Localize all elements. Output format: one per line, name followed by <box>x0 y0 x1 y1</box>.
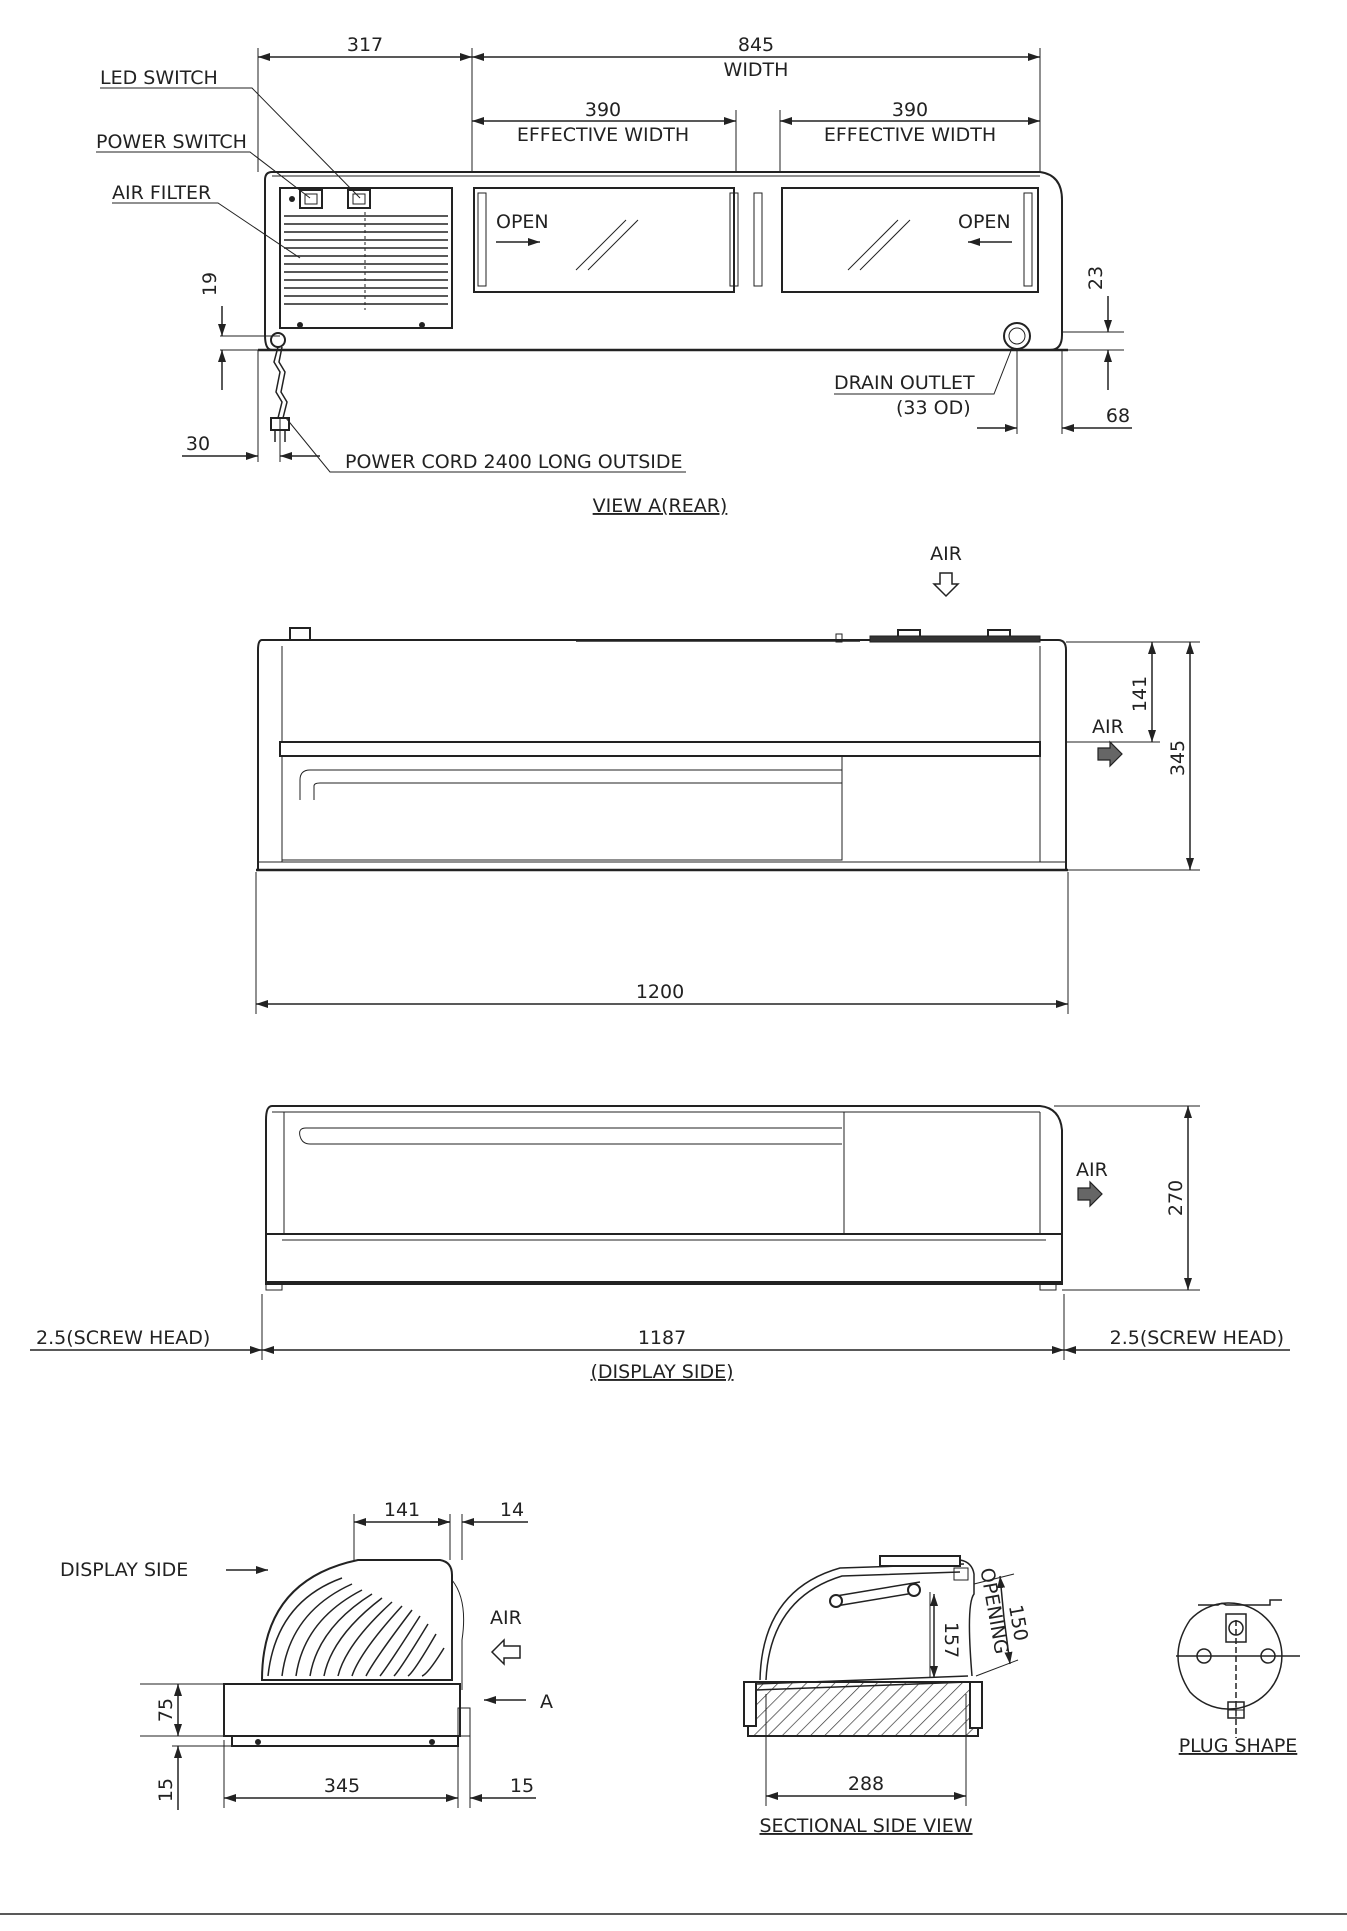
dim-23-label: 23 <box>1085 265 1107 291</box>
rear-view <box>96 34 1132 517</box>
dimension-23 <box>1062 266 1124 390</box>
dimension-345-side <box>224 1775 458 1798</box>
dimension-390-left <box>472 99 736 146</box>
dim-270-label: 270 <box>1165 1179 1187 1217</box>
effective-width-right-label: EFFECTIVE WIDTH <box>823 124 997 146</box>
display-side-title: (DISPLAY SIDE) <box>590 1361 734 1383</box>
side-view <box>60 1499 553 1810</box>
drain-outlet-callout <box>834 348 1012 419</box>
opening-label: OPENING <box>975 1566 1013 1656</box>
view-a-marker: A <box>540 1691 553 1713</box>
dimension-30 <box>182 350 320 462</box>
air-outlet-arrow-icon <box>1098 742 1122 766</box>
sectional-view-title: SECTIONAL SIDE VIEW <box>759 1815 973 1837</box>
open-left-label: OPEN <box>496 211 549 233</box>
top-view <box>256 543 1200 1014</box>
dim-75-label: 75 <box>155 1697 177 1723</box>
air-right-front-label: AIR <box>1076 1159 1108 1181</box>
open-right-label: OPEN <box>958 211 1011 233</box>
air-top-label: AIR <box>930 543 962 565</box>
dimension-1187 <box>262 1327 1064 1350</box>
dimension-75 <box>140 1684 232 1736</box>
dim-30-label: 30 <box>185 433 211 455</box>
dimension-screw-right <box>1064 1327 1290 1350</box>
dim-1187-label: 1187 <box>637 1327 687 1349</box>
side-air-arrow-icon <box>492 1640 520 1664</box>
drain-size-label: (33 OD) <box>896 397 971 419</box>
dim-14-label: 14 <box>499 1499 525 1521</box>
dim-390-right-label: 390 <box>891 99 929 121</box>
dimension-845 <box>472 34 1040 81</box>
air-right-label: AIR <box>1092 716 1124 738</box>
dimension-317 <box>258 34 472 57</box>
dimension-390-right <box>780 99 1040 146</box>
screw-left-label: 2.5(SCREW HEAD) <box>36 1327 211 1349</box>
dim-345-side-label: 345 <box>323 1775 361 1797</box>
plug-shape-view <box>1176 1600 1300 1757</box>
power-switch-label: POWER SWITCH <box>96 131 247 153</box>
display-side-label: DISPLAY SIDE <box>60 1559 189 1581</box>
drain-outlet-label: DRAIN OUTLET <box>834 372 975 394</box>
dimension-157 <box>934 1594 962 1678</box>
dim-288-label: 288 <box>847 1773 885 1795</box>
dim-141-top-label: 141 <box>1129 675 1151 713</box>
width-label: WIDTH <box>723 59 789 81</box>
side-air-label: AIR <box>490 1607 522 1629</box>
led-switch-label: LED SWITCH <box>100 67 218 89</box>
dim-1200-label: 1200 <box>635 981 685 1003</box>
section-base-hatch <box>748 1682 978 1736</box>
screw-right-label: 2.5(SCREW HEAD) <box>1109 1327 1284 1349</box>
dimension-1200 <box>256 872 1068 1014</box>
rear-view-title: VIEW A(REAR) <box>592 495 728 517</box>
dim-390-left-label: 390 <box>584 99 622 121</box>
dim-845-label: 845 <box>737 34 775 56</box>
power-cord-callout <box>286 418 686 473</box>
dimension-15-right <box>470 1775 536 1798</box>
dimension-270 <box>1054 1106 1200 1290</box>
led-switch-symbol <box>348 190 370 208</box>
dimension-15-left <box>155 1746 232 1810</box>
dim-19-label: 19 <box>199 271 221 297</box>
dim-345-top-label: 345 <box>1167 739 1189 777</box>
air-outlet-front-arrow-icon <box>1078 1182 1102 1206</box>
dim-15-right-label: 15 <box>509 1775 535 1797</box>
drain-outlet-symbol <box>1004 323 1030 349</box>
dimension-screw-left <box>30 1327 262 1350</box>
sectional-side-view <box>744 1556 1032 1837</box>
effective-width-left-label: EFFECTIVE WIDTH <box>516 124 690 146</box>
dimension-150-opening <box>974 1566 1032 1676</box>
dim-68-label: 68 <box>1105 405 1131 427</box>
front-view <box>30 1106 1290 1383</box>
air-filter-label: AIR FILTER <box>112 182 212 204</box>
dimension-141-top <box>1066 642 1200 742</box>
dim-15-left-label: 15 <box>155 1777 177 1803</box>
dim-157-label: 157 <box>940 1621 962 1659</box>
dim-141-side-label: 141 <box>383 1499 421 1521</box>
dimension-14 <box>430 1499 528 1522</box>
air-inlet-arrow-icon <box>934 573 958 596</box>
power-cord-label: POWER CORD 2400 LONG OUTSIDE <box>345 451 683 473</box>
plug-shape-title: PLUG SHAPE <box>1178 1735 1298 1757</box>
dim-150-label: 150 <box>1003 1603 1032 1643</box>
dim-317-label: 317 <box>346 34 384 56</box>
